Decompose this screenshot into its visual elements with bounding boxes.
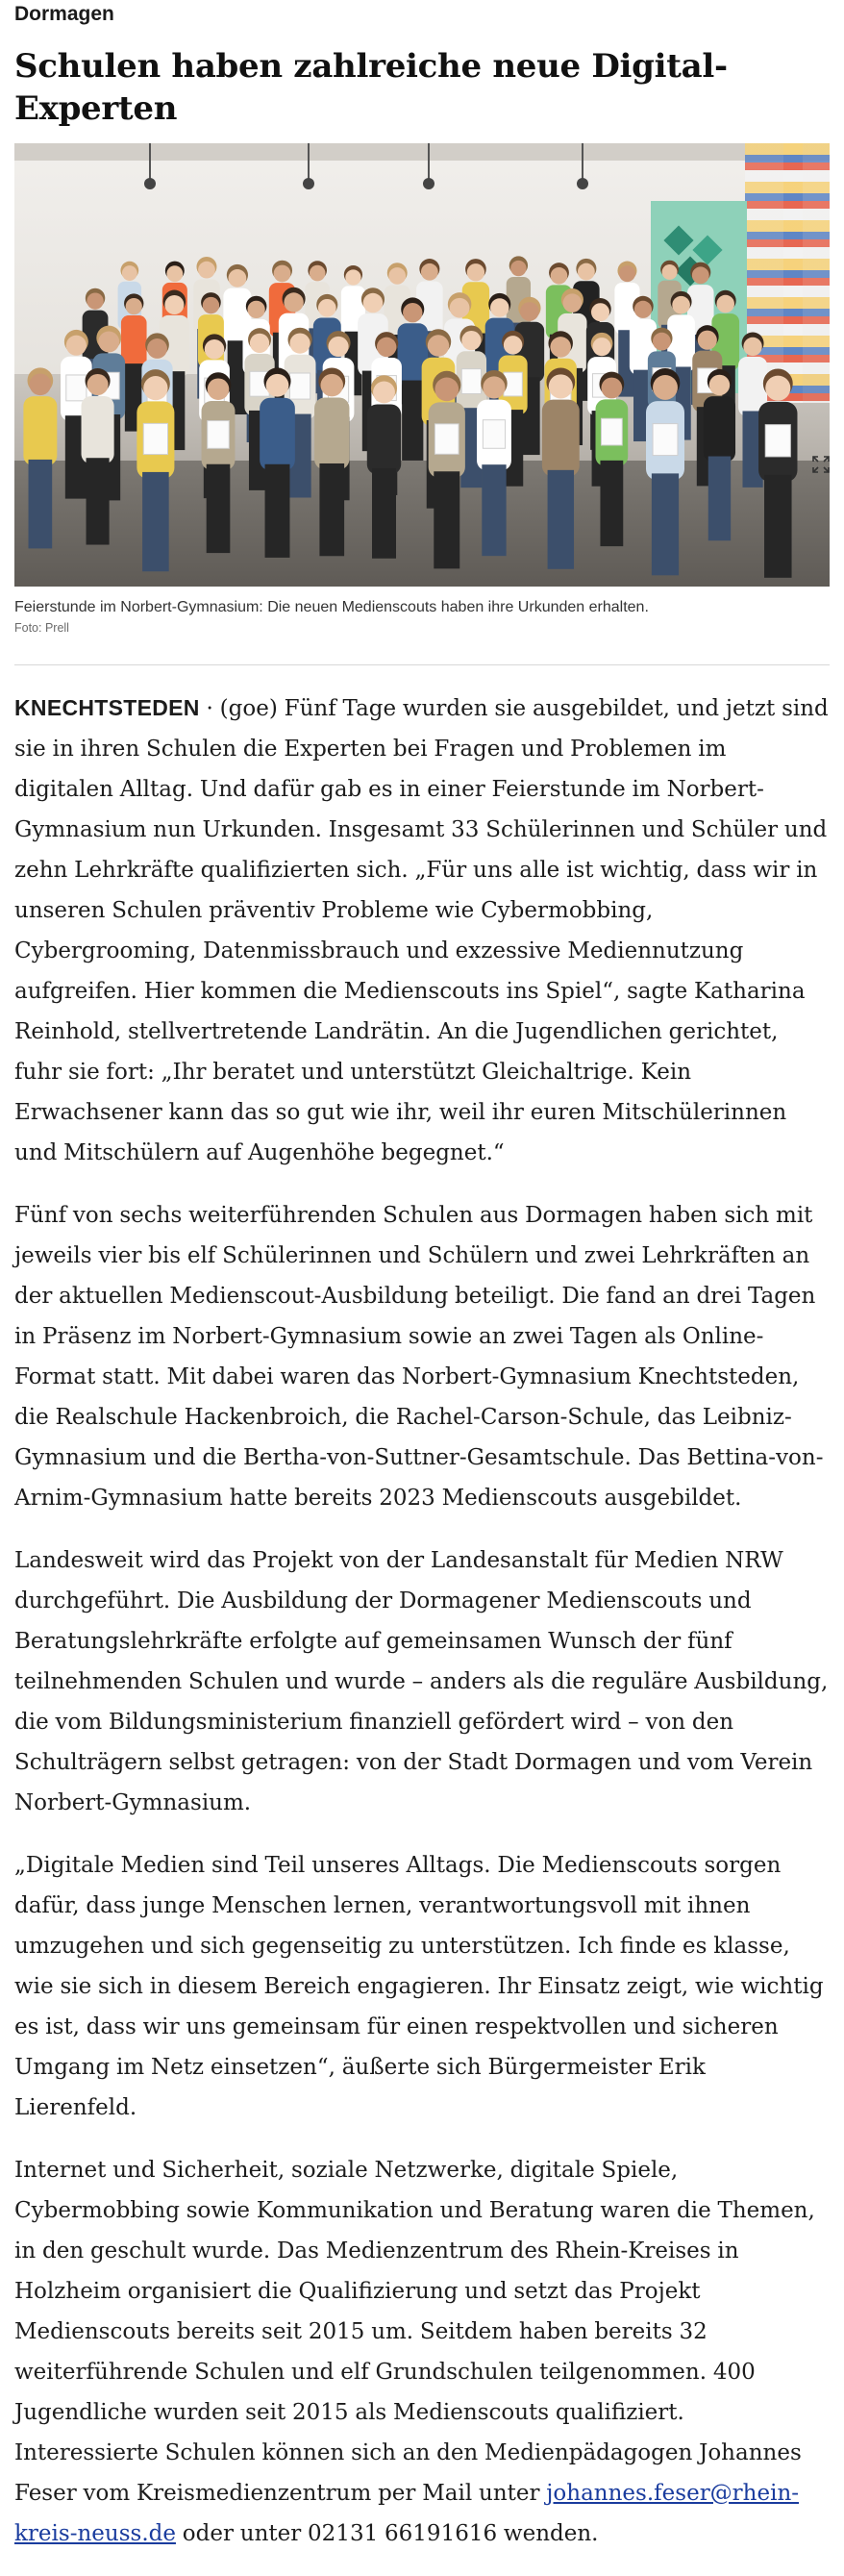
person-body — [314, 397, 349, 469]
person-head — [672, 296, 690, 314]
person-head — [467, 263, 484, 281]
person-body — [367, 404, 401, 474]
paragraph — [14, 2150, 830, 2554]
person-legs — [600, 461, 623, 546]
person-head — [284, 292, 303, 312]
person-legs — [764, 475, 792, 578]
dateline-separator: · — [199, 696, 220, 721]
person-head — [208, 378, 230, 400]
person-head — [377, 338, 396, 357]
certificate-paper — [434, 424, 459, 454]
certificate-paper — [601, 418, 622, 445]
email-link[interactable]: johannes.feser@rhein-kreis-neuss.de — [14, 2481, 800, 2546]
person-legs — [708, 457, 731, 541]
person-head — [388, 267, 406, 285]
person-body — [260, 398, 295, 471]
person-head — [205, 339, 225, 360]
person-head — [147, 338, 167, 359]
person-legs — [548, 470, 574, 569]
photo-group-of-people — [14, 143, 830, 587]
person-head — [490, 298, 509, 316]
person-head — [428, 335, 449, 356]
certificate-paper — [66, 375, 87, 401]
person-head — [483, 376, 505, 398]
article-headline: Schulen haben zahlreiche neue Digital-Experten — [14, 47, 728, 128]
paragraph-text: (goe) Fünf Tage wurden sie ausgebildet, und jetzt sind sie in ihren Schulen die Experten bei Fragen und Problemen im digitalen Alltag. Und dafür gab es in einer Feierstunde im Norbert-Gymnasium nun Urkunden. Insgesamt 33 Schülerinnen und Schüler und zehn Lehrkräfte qualifizierten sich. „Für uns alle ist wichtig, dass wir in unseren Schulen präventiv Probleme wie Cybermobbing, Cybergrooming, Datenmissbrauch und exzessive Mediennutzung aufgreifen. Hier kommen die Medienscouts ins Spiel“, sagte Katharina Reinhold, stellvertretende Landrätin. An die Jugendlichen gerichtet, fuhr sie fort: „Ihr beratet und unterstützt Gleichaltrige. Kein Erwachsener kann das so gut wie ihr, weil ihr euren Mitschülerinnen und Mitschülern auf Augenhöhe begegnet.“ — [14, 696, 829, 1165]
person-head — [698, 331, 717, 350]
certificate-paper — [143, 423, 167, 454]
person-head — [743, 338, 761, 356]
person-head — [591, 303, 609, 321]
person-head — [126, 298, 142, 314]
person-head — [345, 269, 360, 285]
person-head — [164, 295, 184, 314]
person-legs — [434, 471, 459, 568]
person-head — [247, 301, 264, 318]
article-photo[interactable] — [14, 143, 830, 587]
person-head — [601, 378, 622, 399]
person-head — [551, 267, 568, 285]
person-head — [318, 299, 336, 317]
person-head — [619, 265, 635, 282]
person-head — [592, 338, 610, 356]
paragraph: „Digitale Medien sind Teil unseres Alltags. Die Medienscouts sorgen dafür, dass junge Menschen lernen, verantwortungsvoll mit ihnen umzugehen und sich gegenseitig zu unterstützen. Ich finde es klasse, wie sie sich in diesem Bereich engagieren. Ihr Einsatz zeigt, wie wichtig es ist, dass wir uns gemeinsam für einen respektvollen und sicheren Umgang im Netz einsetzen“, äußerte sich Bürgermeister Erik Lierenfeld. — [14, 1853, 824, 2120]
person-head — [363, 293, 383, 313]
person-head — [373, 381, 395, 403]
paragraph-text: oder unter 02131 66191616 wenden. — [175, 2521, 599, 2546]
person-head — [143, 376, 167, 400]
person-head — [709, 375, 730, 395]
person-body — [542, 400, 580, 477]
person-legs — [482, 464, 506, 556]
person-head — [653, 375, 678, 400]
person-head — [320, 374, 343, 397]
person-head — [66, 336, 87, 356]
person-legs — [652, 473, 679, 575]
certificate-paper — [289, 373, 310, 399]
person-head — [716, 295, 734, 313]
certificate-paper — [765, 425, 790, 457]
person-legs — [142, 472, 169, 571]
person-body — [121, 315, 147, 368]
person-head — [550, 337, 571, 358]
certificate-paper — [208, 421, 230, 449]
person-head — [520, 302, 539, 321]
person-legs — [319, 463, 344, 556]
paragraph: Landesweit wird das Projekt von der Landesanstalt für Medien NRW durchgeführt. Die Ausbildung der Dormagener Medienscouts und Beratungslehrkräfte erfolgte auf gemeinsamen Wunsch der fünf teilnehmenden Schulen und wurde – anders als die reguläre Ausbildung, die vom Bildungsministerium finanziell gefördert wird – von den Schulträgern selbst getragen: von der Stadt Dormagen und vom Verein Norbert-Gymnasium. — [14, 1548, 829, 1815]
person-head — [434, 378, 459, 402]
certificate-paper — [653, 424, 678, 456]
person-head — [578, 263, 595, 281]
person-head — [310, 265, 326, 282]
person-legs — [372, 468, 396, 559]
person-head — [403, 303, 422, 322]
person-head — [510, 261, 526, 276]
article-kicker[interactable]: Dormagen — [14, 3, 114, 25]
person-head — [289, 333, 310, 353]
person-head — [250, 334, 269, 353]
person-head — [98, 332, 119, 353]
person-legs — [87, 458, 110, 544]
person-body — [704, 396, 735, 462]
expand-icon[interactable] — [812, 456, 830, 473]
article — [14, 0, 830, 2576]
person-legs — [265, 464, 290, 558]
person-head — [198, 262, 215, 279]
person-head — [166, 265, 183, 282]
person-head — [266, 374, 289, 397]
person-head — [87, 293, 103, 310]
person-legs — [402, 381, 423, 461]
person-head — [328, 337, 348, 357]
person-legs — [207, 464, 231, 553]
person-legs — [29, 460, 53, 548]
person-head — [30, 374, 52, 396]
person-head — [662, 264, 678, 280]
paragraph — [14, 688, 830, 1173]
person-head — [692, 266, 709, 284]
paragraph: Fünf von sechs weiterführenden Schulen aus Dormagen haben sich mit jeweils vier bis elf Schülerinnen und Schülern und zwei Lehrkräften an der aktuellen Medienscout-Ausbildung beteiligt. Die fand an drei Tagen in Präsenz im Norbert-Gymnasium sowie an zwei Tagen als Online-Format statt. Mit dabei waren das Norbert-Gymnasium Knechtsteden, die Realschule Hackenbroich, die Rachel-Carson-Schule, das Leibniz-Gymnasium und die Bertha-von-Suttner-Gesamtschule. Das Bettina-von-Arnim-Gymnasium hatte bereits 2023 Medienscouts ausgebildet. — [14, 1203, 824, 1511]
article-body — [14, 688, 830, 2554]
person-head — [653, 333, 671, 351]
person-head — [634, 301, 652, 318]
person-head — [504, 336, 522, 354]
person-head — [274, 265, 291, 283]
person-head — [549, 374, 573, 398]
person-head — [122, 265, 137, 281]
paragraph-text: Internet und Sicherheit, soziale Netzwerke, digitale Spiele, Cybermobbing sowie Kommunikation und Beratung waren die Themen, in den geschult wurde. Das Medienzentrum des Rhein-Kreises in Holzheim organisiert die Qualifizierung und setzt das Projekt Medienscouts bereits seit 2015 um. Seitdem haben bereits 32 weiterführende Schulen und elf Grundschulen teilgenommen. 400 Jugendliche wurden seit 2015 als Medienscouts qualifiziert. Interessierte Schulen können sich an den Medienpädagogen Johannes Feser vom Kreismedienzentrum per Mail unter — [14, 2158, 815, 2506]
photo-caption: Feierstunde im Norbert-Gymnasium: Die neuen Medienscouts haben ihre Urkunden erhalten. — [14, 599, 649, 615]
person-head — [421, 263, 438, 281]
person-head — [203, 297, 219, 313]
person-head — [563, 293, 583, 313]
divider — [14, 664, 830, 665]
certificate-paper — [461, 369, 481, 394]
person-head — [765, 376, 790, 401]
person-head — [87, 374, 109, 395]
person-body — [82, 396, 114, 463]
person-body — [23, 396, 57, 465]
dateline: KNECHTSTEDEN — [14, 695, 200, 720]
person-head — [461, 331, 481, 350]
person-head — [229, 269, 247, 288]
photo-credit: Foto: Prell — [14, 621, 69, 635]
person-head — [450, 298, 470, 318]
certificate-paper — [483, 420, 505, 449]
